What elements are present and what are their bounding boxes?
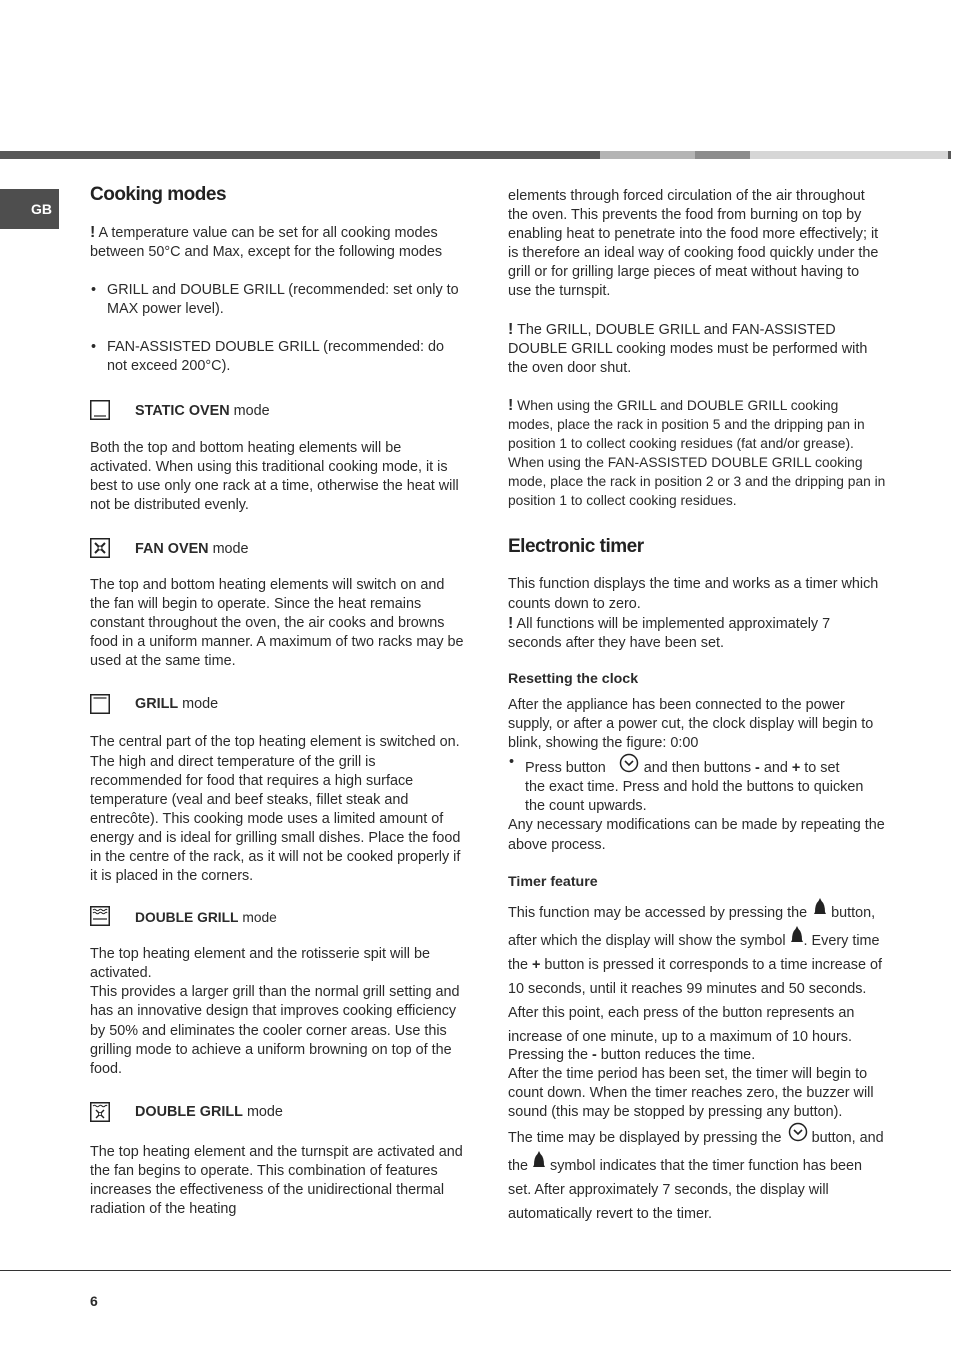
mode-grill [90, 693, 464, 715]
footer-rule [0, 1270, 951, 1271]
mode-description: The top heating element and the rotisserie spit will be activated. [90, 946, 430, 982]
mode-label: DOUBLE GRILL mode [135, 910, 277, 926]
timer-intro: This function displays the time and works as a timer which counts down to zero. [508, 576, 879, 612]
left-column [90, 184, 464, 1219]
note-door-shut: ! The GRILL, DOUBLE GRILL and FAN-ASSISTED DOUBLE GRILL cooking modes must be performed with the oven door shut. [508, 320, 868, 376]
exception-list [90, 281, 464, 376]
mode-static-oven [90, 400, 464, 422]
mode-label: GRILL mode [135, 696, 219, 713]
warning-mark: ! [508, 396, 514, 414]
bell-symbol-icon [790, 925, 804, 945]
fan-assisted-double-grill-icon [90, 1101, 110, 1123]
resetting-after: Any necessary modifications can be made by repeating the above process. [508, 817, 885, 853]
static-oven-icon [90, 400, 110, 420]
mode-label: FAN OVEN mode [135, 540, 249, 557]
right-column [508, 184, 886, 1226]
clock-button-icon [788, 1122, 808, 1142]
grill-icon [90, 693, 110, 715]
note-rack-position: ! When using the GRILL and DOUBLE GRILL cooking modes, place the rack in position 5 and the dripping pan in position 1 to collect cooking residues (fat and/or grease). When using the FAN-ASSISTED DOUBLE GRILL cooking mode, place the rack in position 2 or 3 and the dripping pan in position 1 to collect cooking residues. [508, 396, 886, 509]
timer-feature-text: This function may be accessed by pressing the button, after which the display will show the symbol . Every time the + button is pressed it corresponds to a time increase of 10 seconds, until it reaches 99 minutes and 50 seconds. After this point, each press of the button represents an increase of one minute, up to a maximum of 10 hours. [508, 897, 886, 1049]
double-grill-icon [90, 906, 110, 926]
fan-oven-icon [90, 538, 110, 558]
subsection-title-timer-feature: Timer feature [508, 873, 598, 890]
bell-button-icon [813, 897, 827, 917]
mode-fan-oven [90, 538, 464, 560]
timer-countdown-text: After the time period has been set, the timer will begin to count down. When the timer reaches zero, the buzzer will sound (this may be stopped by pressing any button). [508, 1065, 874, 1120]
mode-description-continued: This provides a larger grill than the normal grill setting and has an innovative design that improves cooking efficiency by 50% and eliminates the cooler corner areas. Use this grilling mode to achieve a uniform browning on top of the food. [90, 984, 460, 1077]
bar-segment-dark [0, 151, 600, 159]
warning-mark: ! [508, 320, 514, 338]
intro-paragraph [90, 223, 464, 262]
warning-mark: ! [508, 614, 514, 632]
list-item: • FAN-ASSISTED DOUBLE GRILL (recommended: do not exceed 200°C). [90, 338, 464, 376]
timer-display-text: The time may be displayed by pressing the button, and the symbol indicates that the timer function has been set. After approximately 7 seconds, the display will automatically revert to the timer. [508, 1122, 886, 1226]
intro-text: A temperature value can be set for all cooking modes between 50°C and Max, except for the following modes [90, 225, 443, 261]
continued-paragraph: elements through forced circulation of the air throughout the oven. This prevents the food from burning on top by enabling heat to penetrate into the food more effectively; it is therefore an ideal way of cooking food quickly under the grill or for grilling large pieces of meat without having to use the turnspit. [508, 188, 879, 300]
subsection-title-resetting-clock: Resetting the clock [508, 670, 639, 687]
resetting-text: After the appliance has been connected to the power supply, or after a power cut, the clock display will begin to blink, showing the figure: 0:00 [508, 696, 874, 752]
mode-label: DOUBLE GRILL mode [135, 1103, 283, 1120]
bar-segment-light [600, 151, 695, 159]
mode-fan-assisted-double-grill [90, 1101, 464, 1123]
page-number: 6 [90, 1293, 98, 1309]
bar-segment-mid [695, 151, 750, 159]
mode-label: STATIC OVEN mode [135, 402, 270, 419]
section-title-electronic-timer: Electronic timer [508, 536, 644, 558]
resetting-steps [508, 753, 886, 816]
bell-symbol-icon [532, 1150, 546, 1170]
list-item: • Press button and then buttons - and + to set the exact time. Press and hold the buttons to quicken the count upwards. [508, 753, 886, 816]
section-title-cooking-modes: Cooking modes [90, 184, 227, 205]
language-tab: GB [0, 189, 59, 229]
mode-description: The central part of the top heating element is switched on. The high and direct temperature of the grill is recommended for food that requires a high surface temperature (veal and beef steaks, fillet steak and entrecôte). This cooking mode uses a limited amount of energy and is ideal for grilling small dishes. Place the food in the centre of the rack, as it will not be cooked properly if it is placed in the corners. [90, 734, 461, 885]
timer-minus-text: Pressing the - button reduces the time. [508, 1046, 756, 1063]
mode-description: Both the top and bottom heating elements will be activated. When using this traditional cooking mode, it is best to use only one rack at a time, otherwise the heat will not be distributed evenly. [90, 439, 459, 513]
bar-segment-end [948, 151, 951, 159]
list-item: • GRILL and DOUBLE GRILL (recommended: set only to MAX power level). [90, 281, 464, 319]
header-color-bar [0, 151, 954, 159]
mode-description: The top and bottom heating elements will switch on and the fan will begin to operate. Since the heat remains constant throughout the oven, the air cooks and browns food in a uniform manner. A maximum of two racks may be used at the same time. [90, 576, 464, 670]
bar-segment-pale [750, 151, 948, 159]
mode-double-grill [90, 906, 464, 928]
timer-note: ! All functions will be implemented approximately 7 seconds after they have been set. [508, 614, 831, 651]
mode-description: The top heating element and the turnspit are activated and the fan begins to operate. This combination of features increases the effectiveness of the unidirectional thermal radiation of the heating [90, 1143, 463, 1218]
clock-button-icon [619, 753, 639, 773]
warning-mark: ! [90, 224, 96, 241]
